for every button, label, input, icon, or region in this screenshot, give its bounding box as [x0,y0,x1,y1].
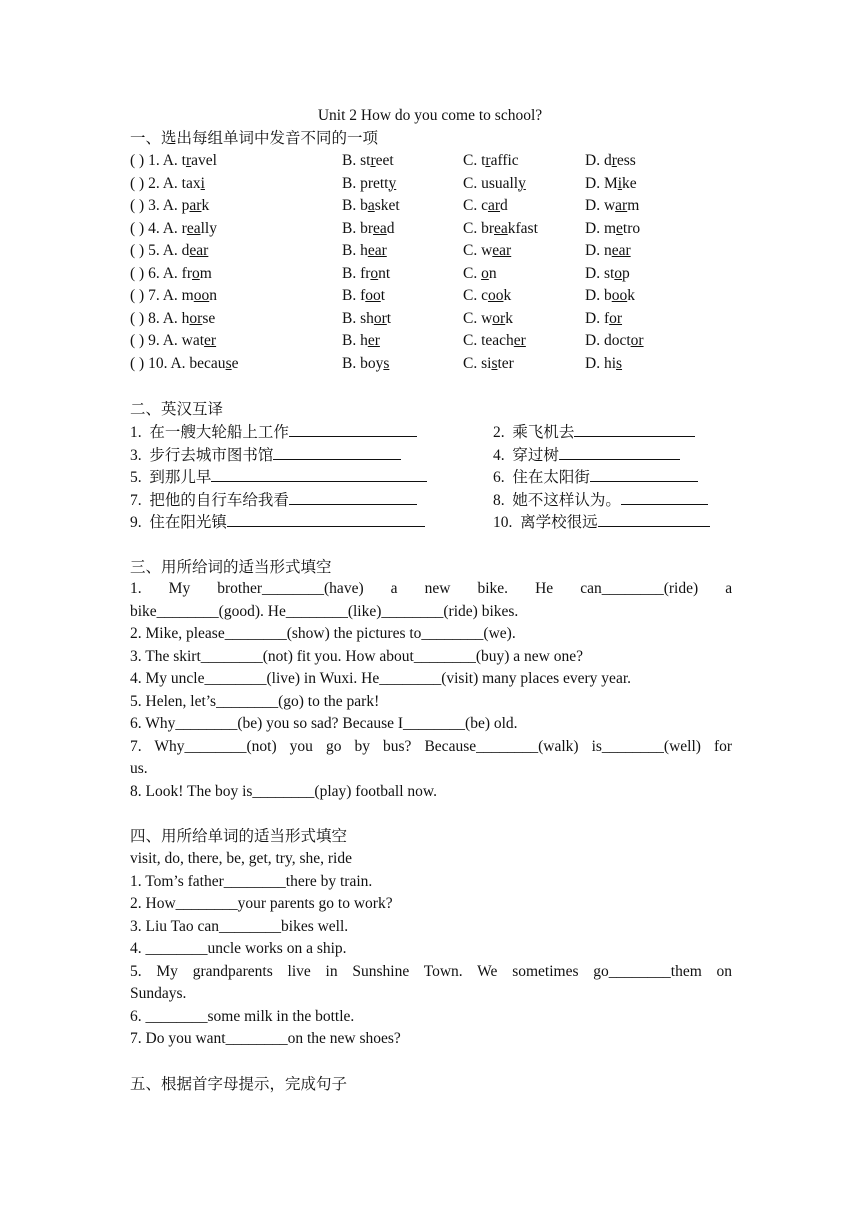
option-text: B. st [342,152,371,169]
option-b [342,195,400,217]
option-text: ( ) 6. A. fr [130,264,192,282]
option-text: ( ) 9. A. wat [130,332,205,349]
word: sometimes [512,962,579,980]
word: on [716,962,733,980]
q4-line-4: 4. ________uncle works on a ship. [130,940,347,957]
word: bus? [383,737,412,755]
word: for [713,737,733,755]
option-b [342,330,380,352]
option-c [463,218,538,240]
answer-blank[interactable] [211,466,427,482]
q3-line-7a [130,736,732,759]
item-number: 10. [493,514,513,531]
q3-line-4: 4. My uncle________(live) in Wuxi. He________(visit) many places every year. [130,670,632,687]
page-title: Unit 2 How do you come to school? [317,107,543,124]
option-a [130,195,209,217]
section-3-heading: 三、用所给词的适当形式填空 [130,558,332,576]
underlined-letters: ear [367,242,387,259]
option-b [342,173,396,195]
option-a [130,240,208,262]
word: go [325,737,342,755]
underlined-letters: s [491,354,498,372]
option-a [130,308,215,330]
q4-line-6: 6. ________some milk in the bottle. [130,1007,355,1025]
word: grandparents [192,962,273,980]
question-row [130,353,740,375]
option-text: nt [378,264,391,282]
option-text: B. br [342,219,373,237]
word: go________them [593,962,702,980]
answer-blank[interactable] [227,511,425,527]
translation-item [130,466,427,489]
underlined-letters: or [492,309,506,327]
option-text: tro [622,219,641,237]
section-4-heading: 四、用所给单词的适当形式填空 [130,827,348,845]
option-text: se [202,309,216,327]
translation-item [493,489,708,512]
option-text: m [199,264,212,282]
q3-line-7b: us. [130,760,148,777]
underlined-letters: ea [494,219,508,237]
word: in [325,962,338,980]
item-text: 她不这样认为。 [512,490,621,509]
underlined-letters: y [388,174,397,192]
option-text: ( ) 3. A. p [130,197,190,214]
underlined-letters: oo [365,287,381,304]
option-text: D. d [585,152,612,169]
option-b [342,353,389,375]
option-c [463,173,526,195]
option-text: k [201,197,210,214]
underlined-letters: er [367,332,380,349]
section-5-heading: 五、根据首字母提示，完成句子 [130,1075,348,1093]
underlined-letters: o [614,264,623,282]
underlined-letters: s [616,354,623,372]
option-text: B. h [342,242,368,259]
word: 1. [130,580,142,597]
option-text: C. w [463,309,493,327]
option-text: p [622,264,630,282]
option-text: t [380,287,386,304]
option-a [130,173,205,195]
underlined-letters: o [370,264,379,282]
item-number: 7. [130,491,142,509]
option-c [463,195,508,217]
underlined-letters: o [481,264,489,282]
item-number: 4. [493,446,505,464]
option-d [585,285,635,307]
item-text: 把他的自行车给我看 [149,490,289,509]
q3-line-6: 6. Why________(be) you so sad? Because I________(be) old. [130,715,518,732]
word: new [424,580,451,597]
underlined-letters: i [617,174,623,192]
underlined-letters: ear [189,242,209,259]
option-text: B. prett [342,174,389,192]
option-d [585,263,630,285]
q3-line-1a [130,578,732,601]
option-d [585,173,637,195]
option-text: C. c [463,287,488,304]
option-text: k [505,309,513,327]
option-text: ( ) 7. A. m [130,287,194,304]
word: We [477,962,498,980]
section-1-heading: 一、选出每组单词中发音不同的一项 [130,129,379,147]
translation-item [130,421,417,444]
item-number: 9. [130,514,142,531]
option-text: B. fr [342,264,371,282]
item-text: 住在阳光镇 [149,513,227,531]
word: you [289,737,313,755]
option-b [342,285,385,307]
answer-blank[interactable] [273,444,401,460]
item-number: 1. [130,424,142,441]
underlined-letters: i [200,174,205,192]
word: bike. [477,580,509,597]
underlined-letters: ar [487,197,501,214]
option-text: C. br [463,219,494,237]
option-text: B. sh [342,309,374,327]
option-text: C. c [463,197,488,214]
option-text: kfast [507,219,538,237]
option-text: D. b [585,287,612,304]
q3-line-3: 3. The skirt________(not) fit you. How about________(buy) a new one? [130,647,584,665]
option-b [342,150,394,172]
question-row [130,173,740,195]
item-text: 离学校很远 [520,513,598,531]
option-c [463,330,526,352]
option-text: C. si [463,354,492,372]
underlined-letters: or [189,309,203,327]
item-text: 步行去城市图书馆 [149,445,274,464]
answer-blank[interactable] [621,489,708,505]
option-d [585,218,640,240]
answer-blank[interactable] [289,489,417,505]
option-text: n [488,264,497,282]
option-c [463,353,514,375]
underlined-letters: ear [611,242,631,259]
option-text: D. f [585,309,610,327]
underlined-letters: ar [615,197,628,214]
option-text: C. [463,264,482,282]
word: is________(well) [591,737,701,755]
option-d [585,240,631,262]
option-d [585,353,622,375]
question-row [130,240,740,262]
option-c [463,308,513,330]
option-text: C. usuall [463,174,519,192]
option-text: m [627,197,640,214]
option-text: B. boy [342,354,384,372]
option-text: affic [490,152,519,169]
underlined-letters: s [225,354,232,372]
question-row [130,308,740,330]
option-text: D. m [585,219,616,237]
question-row [130,330,740,352]
option-text: B. h [342,332,368,349]
option-text: e [231,354,239,372]
translation-item [493,511,710,534]
underlined-letters: or [630,332,644,349]
option-text: C. w [463,242,493,259]
option-text: lly [200,219,217,237]
option-b [342,263,390,285]
q3-line-8: 8. Look! The boy is________(play) football now. [130,782,437,800]
underlined-letters: e [616,219,623,237]
q4-line-5b: Sundays. [130,985,187,1002]
option-text: D. doct [585,332,631,349]
underlined-letters: r [485,152,491,169]
item-text: 穿过树 [512,445,559,464]
option-text: D. w [585,197,616,214]
underlined-letters: y [518,174,526,192]
option-text: ( ) 2. A. tax [130,174,201,192]
option-a [130,263,212,285]
translation-item [493,421,695,444]
option-b [342,218,395,240]
option-text: ( ) 8. A. h [130,309,190,327]
question-row [130,150,740,172]
translation-item [493,444,680,467]
question-row [130,218,740,240]
option-a [130,218,217,240]
word: Because________(walk) [424,737,579,755]
underlined-letters: er [513,332,526,349]
option-a [130,150,217,172]
option-c [463,240,511,262]
item-number: 8. [493,491,505,509]
underlined-letters: oo [193,287,210,304]
underlined-letters: o [192,264,200,282]
option-text: ( ) 4. A. r [130,219,187,237]
option-text: ( ) 10. A. becau [130,354,226,372]
q4-word-bank: visit, do, there, be, get, try, she, ride [130,850,352,867]
item-text: 在一艘大轮船上工作 [149,423,289,441]
option-text: ( ) 1. A. t [130,152,186,169]
translation-item [130,444,401,467]
item-number: 5. [130,469,142,486]
option-text: D. n [585,242,612,259]
item-number: 3. [130,446,142,464]
option-d [585,150,636,172]
word: Why________(not) [154,737,277,755]
word: can________(ride) [580,580,699,597]
underlined-letters: ea [373,219,387,237]
option-text: k [627,287,635,304]
word: 5. [130,962,142,980]
answer-blank[interactable] [598,511,710,527]
underlined-letters: a [367,197,375,214]
question-row [130,285,740,307]
q4-line-1: 1. Tom’s father________there by train. [130,872,373,890]
item-text: 住在太阳街 [512,468,590,486]
word: My [156,962,178,980]
answer-blank[interactable] [590,466,698,482]
option-b [342,240,387,262]
word: My [168,580,191,597]
translation-item [493,466,698,489]
word: 7. [130,737,142,755]
item-text: 乘飞机去 [512,423,575,441]
option-a [130,330,216,352]
option-a [130,285,217,307]
word: a [390,580,398,597]
option-text: B. f [342,287,366,304]
word: brother________(have) [217,580,364,597]
underlined-letters: or [373,309,387,327]
q4-line-5a [130,961,732,984]
underlined-letters: oo [487,287,504,304]
option-text: B. b [342,197,368,214]
q3-line-2: 2. Mike, please________(show) the pictures to________(we). [130,625,516,642]
underlined-letters: r [370,152,376,169]
section-2-heading: 二、英汉互译 [130,400,224,418]
option-text: eet [375,152,394,169]
underlined-letters: er [204,332,217,349]
answer-blank[interactable] [289,421,417,437]
translation-item [130,489,417,512]
answer-blank[interactable] [574,421,695,437]
underlined-letters: r [185,152,192,169]
q4-line-7: 7. Do you want________on the new shoes? [130,1030,401,1047]
option-d [585,308,622,330]
option-text: t [386,309,392,327]
translation-item [130,511,425,534]
option-text: D. hi [585,354,616,372]
option-c [463,263,497,285]
underlined-letters: ea [186,219,201,237]
option-text: d [500,197,508,214]
option-text: ( ) 5. A. d [130,242,190,259]
option-c [463,150,519,172]
option-text: ter [497,354,514,372]
question-row [130,195,740,217]
option-text: n [209,287,217,304]
option-text: ke [622,174,637,192]
option-text: C. teach [463,332,514,349]
answer-blank[interactable] [559,444,680,460]
question-row [130,263,740,285]
option-text: ess [616,152,636,169]
option-a [130,353,239,375]
q3-line-5: 5. Helen, let’s________(go) to the park! [130,692,380,710]
option-c [463,285,511,307]
option-d [585,330,644,352]
item-number: 2. [493,424,505,441]
q4-line-3: 3. Liu Tao can________bikes well. [130,917,349,935]
option-text: D. M [585,174,618,192]
option-text: k [503,287,512,304]
word: Sunshine [352,962,410,980]
option-d [585,195,639,217]
word: a [725,580,733,597]
word: Town. [423,962,463,980]
option-text: d [386,219,395,237]
option-text: D. st [585,264,615,282]
option-text: C. t [463,152,486,169]
word: He [535,580,554,597]
word: by [354,737,370,755]
option-text: sket [374,197,400,214]
underlined-letters: oo [611,287,628,304]
option-b [342,308,391,330]
item-number: 6. [493,469,505,486]
underlined-letters: ar [189,197,202,214]
word: live [287,962,311,980]
option-text: avel [191,152,217,169]
underlined-letters: r [611,152,617,169]
underlined-letters: or [609,309,623,327]
underlined-letters: s [383,354,390,372]
q3-line-1b: bike________(good). He________(like)________(ride) bikes. [130,602,519,620]
underlined-letters: ear [492,242,512,259]
item-text: 到那儿早 [149,468,212,486]
q4-line-2: 2. How________your parents go to work? [130,895,393,912]
